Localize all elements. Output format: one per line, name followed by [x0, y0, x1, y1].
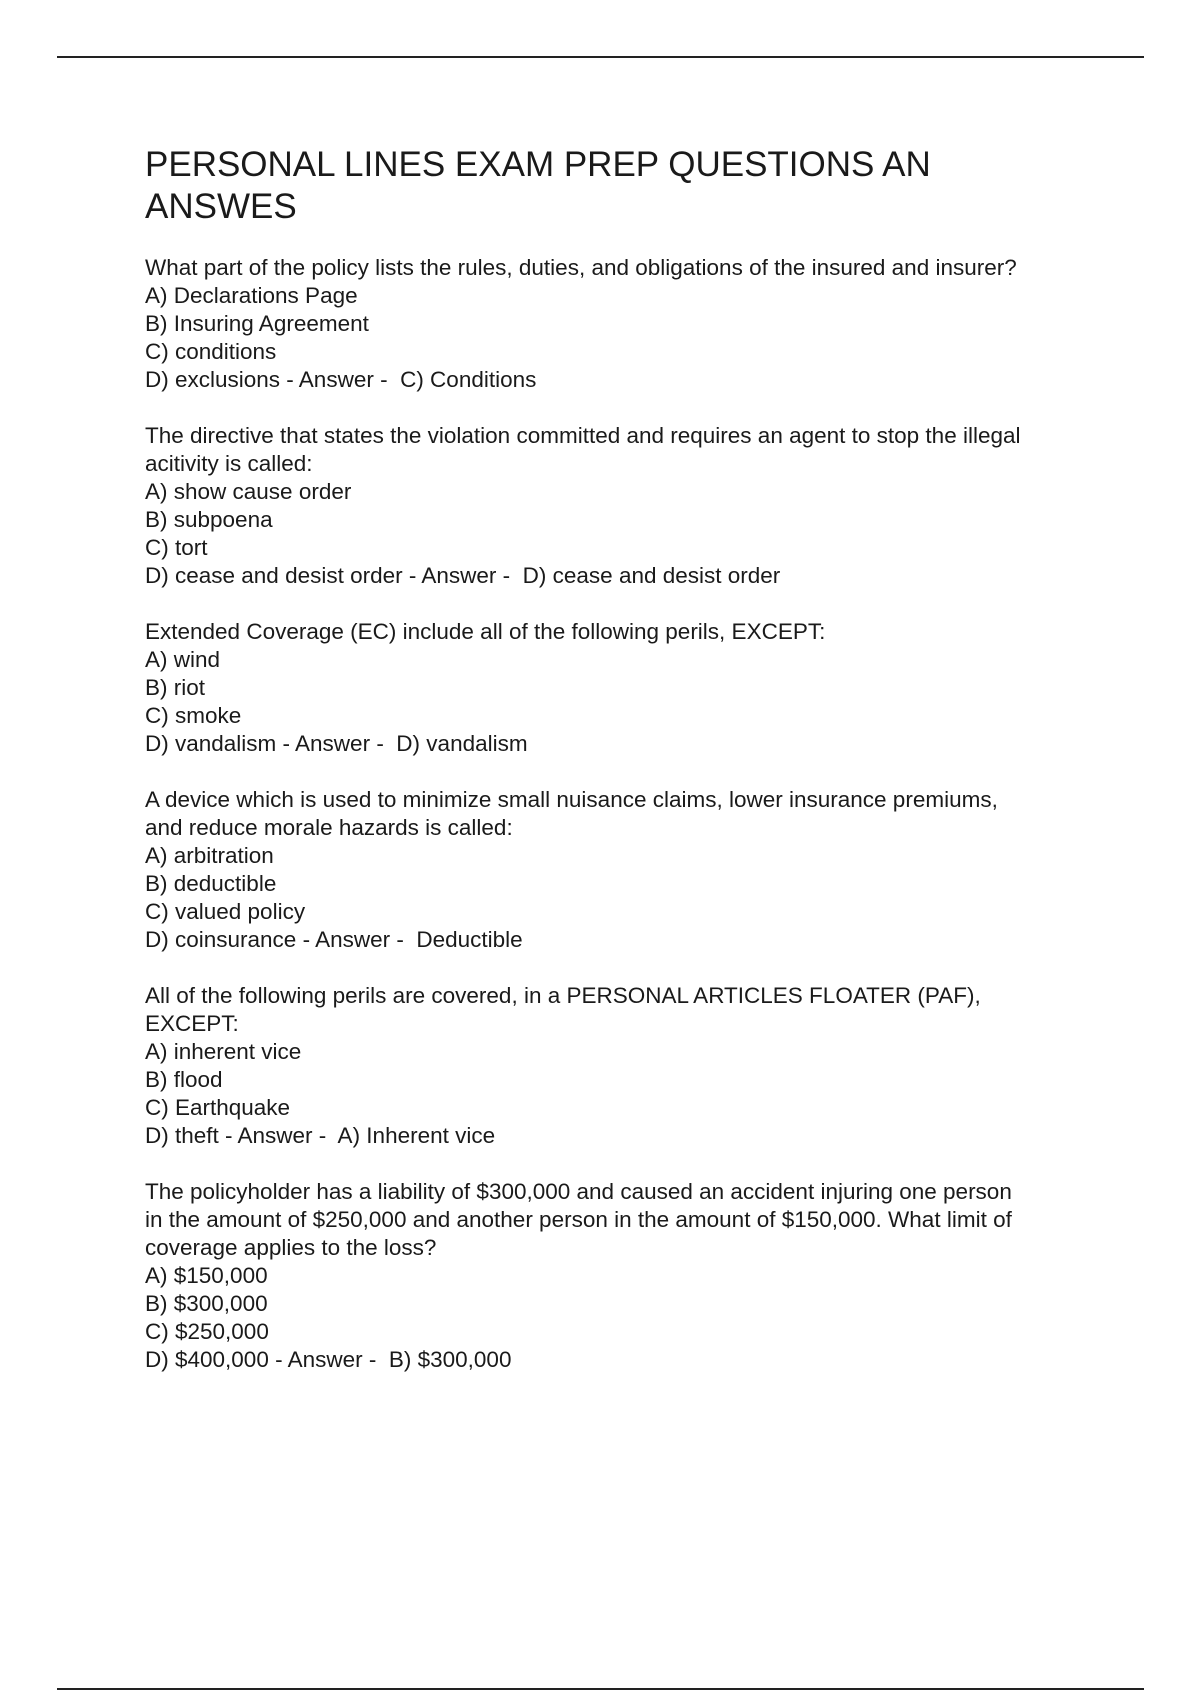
question-block: [145, 254, 1105, 394]
answer-option: A) wind: [145, 647, 221, 672]
answer-option-with-answer: D) exclusions - Answer - C) Conditions: [145, 367, 537, 392]
answer-option-with-answer: D) cease and desist order - Answer - D) cease and desist order: [145, 563, 781, 588]
question-text: Extended Coverage (EC) include all of the following perils, EXCEPT:: [145, 619, 826, 644]
question-text: What part of the policy lists the rules, duties, and obligations of the insured and insurer?: [145, 255, 1017, 280]
answer-option: B) subpoena: [145, 507, 273, 532]
answer-option-with-answer: D) $400,000 - Answer - B) $300,000: [145, 1347, 512, 1372]
question-block: [145, 982, 1105, 1150]
answer-option: A) $150,000: [145, 1263, 268, 1288]
question-text: coverage applies to the loss?: [145, 1235, 437, 1260]
answer-option: A) show cause order: [145, 479, 352, 504]
question-block: [145, 1178, 1105, 1374]
footer-rule: [57, 1688, 1144, 1690]
question-text: All of the following perils are covered, in a PERSONAL ARTICLES FLOATER (PAF),: [145, 983, 981, 1008]
question-text: and reduce morale hazards is called:: [145, 815, 513, 840]
question-block: [145, 786, 1105, 954]
answer-option: C) valued policy: [145, 899, 306, 924]
answer-option: A) inherent vice: [145, 1039, 302, 1064]
answer-option: B) $300,000: [145, 1291, 268, 1316]
question-text: in the amount of $250,000 and another person in the amount of $150,000. What limit of: [145, 1207, 1012, 1232]
document-title: [145, 144, 1105, 228]
answer-option-with-answer: D) vandalism - Answer - D) vandalism: [145, 731, 528, 756]
question-block: [145, 618, 1105, 758]
question-text: The directive that states the violation committed and requires an agent to stop the illegal: [145, 423, 1021, 448]
answer-option-with-answer: D) coinsurance - Answer - Deductible: [145, 927, 523, 952]
title-line: ANSWES: [145, 187, 297, 226]
answer-option: A) arbitration: [145, 843, 274, 868]
answer-option: C) conditions: [145, 339, 277, 364]
question-text: acitivity is called:: [145, 451, 313, 476]
answer-option-with-answer: D) theft - Answer - A) Inherent vice: [145, 1123, 496, 1148]
header-rule: [57, 56, 1144, 58]
question-text: The policyholder has a liability of $300,000 and caused an accident injuring one person: [145, 1179, 1012, 1204]
question-list: [145, 254, 1105, 1374]
document-body: [145, 144, 1105, 1402]
answer-option: B) deductible: [145, 871, 277, 896]
question-text: EXCEPT:: [145, 1011, 239, 1036]
answer-option: C) $250,000: [145, 1319, 269, 1344]
answer-option: C) smoke: [145, 703, 242, 728]
title-line: PERSONAL LINES EXAM PREP QUESTIONS AN: [145, 145, 931, 184]
answer-option: C) tort: [145, 535, 208, 560]
answer-option: A) Declarations Page: [145, 283, 358, 308]
answer-option: B) Insuring Agreement: [145, 311, 369, 336]
question-block: [145, 422, 1105, 590]
answer-option: B) flood: [145, 1067, 223, 1092]
question-text: A device which is used to minimize small nuisance claims, lower insurance premiums,: [145, 787, 998, 812]
answer-option: C) Earthquake: [145, 1095, 291, 1120]
answer-option: B) riot: [145, 675, 206, 700]
